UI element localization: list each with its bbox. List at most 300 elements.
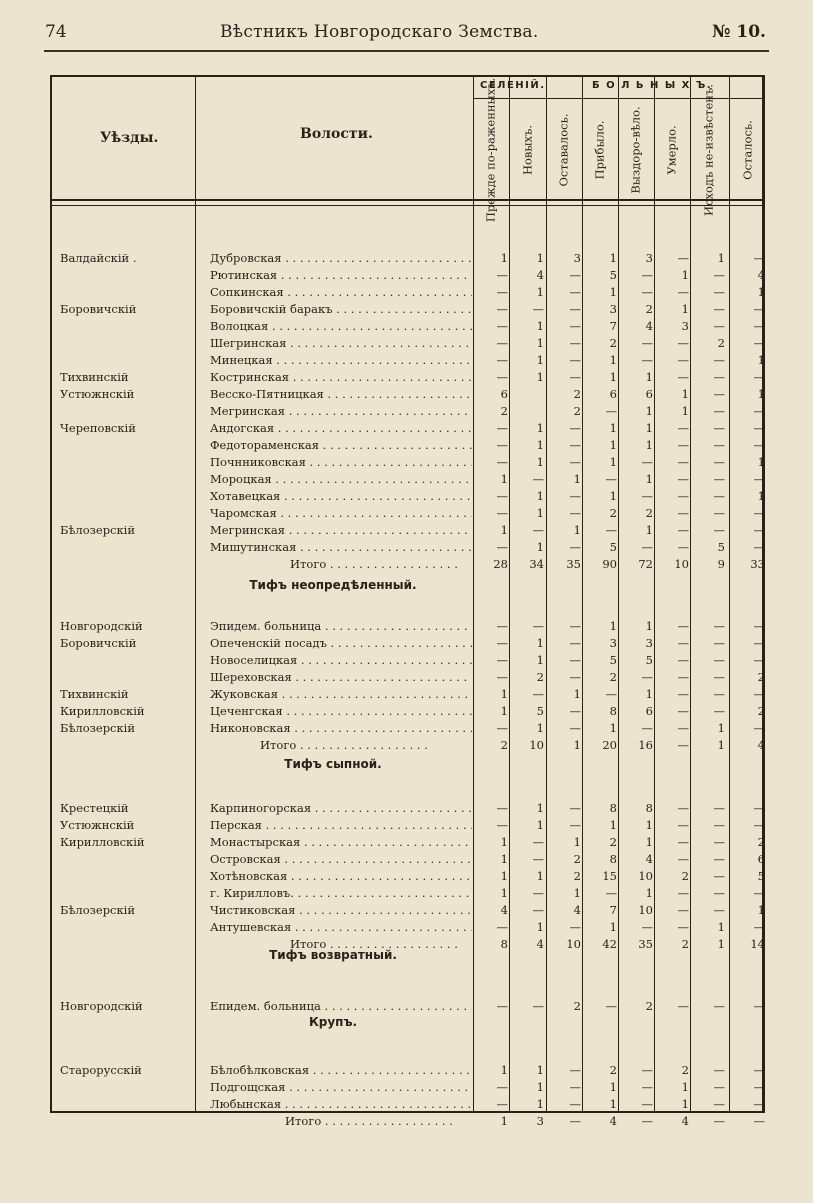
- cell-value: —: [753, 506, 765, 520]
- cell-value: 2: [500, 404, 508, 418]
- cell-value: —: [641, 1080, 653, 1094]
- cell-value: —: [713, 268, 725, 282]
- cell-value: 1: [645, 370, 653, 384]
- cell-value: —: [605, 999, 617, 1013]
- cell-value: 4: [573, 903, 581, 917]
- volost-name: Хотѣновская . . .: [210, 868, 472, 884]
- table-row: [0, 885, 813, 901]
- volosti-header: Волости.: [300, 126, 373, 142]
- cell-value: —: [753, 653, 765, 667]
- cell-value: —: [753, 472, 765, 486]
- table-row: [0, 318, 813, 334]
- cell-value: —: [677, 653, 689, 667]
- cell-value: 2: [757, 670, 765, 684]
- cell-value: 1: [536, 319, 544, 333]
- cell-value: —: [753, 1097, 765, 1111]
- volost-name: Весско-Пятницкая . . .: [210, 386, 472, 402]
- table-row: [0, 386, 813, 402]
- cell-value: 1: [717, 721, 725, 735]
- cell-value: —: [569, 421, 581, 435]
- cell-value: —: [569, 489, 581, 503]
- cell-value: —: [753, 1114, 765, 1128]
- volost-name: Жуковская . . .: [210, 686, 472, 702]
- volost-name: Подгощская . . .: [210, 1079, 472, 1095]
- cell-value: —: [753, 370, 765, 384]
- uezd-name: Кирилловскій: [60, 835, 145, 849]
- uezd-name: Тихвинскій: [60, 687, 129, 701]
- cell-value: 1: [609, 370, 617, 384]
- cell-value: 1: [536, 438, 544, 452]
- cell-value: 4: [609, 1114, 617, 1128]
- cell-value: 1: [717, 738, 725, 752]
- cell-value: —: [753, 319, 765, 333]
- table-row: [0, 800, 813, 816]
- cell-value: —: [496, 353, 508, 367]
- table-row: [0, 703, 813, 719]
- table-row: [0, 652, 813, 668]
- col-header-ostavalos: Оставалось.: [556, 113, 571, 187]
- cell-value: —: [641, 1097, 653, 1111]
- cell-value: 1: [681, 268, 689, 282]
- cell-value: —: [713, 523, 725, 537]
- cell-value: 5: [717, 540, 725, 554]
- cell-value: 8: [609, 704, 617, 718]
- table-row: [0, 454, 813, 470]
- cell-value: —: [496, 636, 508, 650]
- cell-value: —: [713, 472, 725, 486]
- cell-value: —: [677, 687, 689, 701]
- cell-value: 2: [609, 506, 617, 520]
- cell-value: —: [677, 336, 689, 350]
- volost-name: Мегринская . . .: [210, 522, 472, 538]
- cell-value: —: [713, 999, 725, 1013]
- cell-value: 1: [645, 886, 653, 900]
- cell-value: 1: [536, 1063, 544, 1077]
- cell-value: —: [713, 421, 725, 435]
- cell-value: 1: [536, 818, 544, 832]
- cell-value: —: [713, 302, 725, 316]
- cell-value: 34: [529, 557, 544, 571]
- cell-value: 1: [645, 687, 653, 701]
- cell-value: —: [532, 302, 544, 316]
- cell-value: —: [713, 704, 725, 718]
- cell-value: 1: [500, 886, 508, 900]
- cell-value: —: [641, 285, 653, 299]
- cell-value: 1: [573, 886, 581, 900]
- cell-value: —: [753, 619, 765, 633]
- cell-value: —: [713, 438, 725, 452]
- cell-value: —: [496, 506, 508, 520]
- col-header-novykh: Новыхъ.: [520, 124, 535, 176]
- cell-value: 1: [645, 619, 653, 633]
- uezd-name: Бѣлозерскій: [60, 523, 136, 537]
- cell-value: 2: [573, 852, 581, 866]
- cell-value: 1: [681, 302, 689, 316]
- cell-value: 1: [500, 1114, 508, 1128]
- volost-name: Никоновская . . .: [210, 720, 472, 736]
- cell-value: —: [753, 999, 765, 1013]
- cell-value: —: [713, 1097, 725, 1111]
- total-row: [0, 556, 813, 572]
- cell-value: —: [496, 455, 508, 469]
- total-label: Итого . . .: [285, 1113, 465, 1129]
- cell-value: 2: [609, 835, 617, 849]
- cell-value: 6: [500, 387, 508, 401]
- cell-value: —: [569, 619, 581, 633]
- cell-value: 1: [536, 653, 544, 667]
- cell-value: —: [677, 353, 689, 367]
- cell-value: 1: [717, 920, 725, 934]
- cell-value: —: [713, 370, 725, 384]
- cell-value: 1: [757, 387, 765, 401]
- cell-value: —: [641, 1114, 653, 1128]
- cell-value: —: [677, 438, 689, 452]
- cell-value: —: [605, 472, 617, 486]
- volost-name: Опеченскій посадъ . . .: [210, 635, 472, 651]
- cell-value: 2: [757, 835, 765, 849]
- table-row: [0, 420, 813, 436]
- cell-value: 1: [717, 937, 725, 951]
- cell-value: —: [677, 540, 689, 554]
- cell-value: —: [569, 920, 581, 934]
- cell-value: 5: [757, 869, 765, 883]
- column-divider: [690, 75, 691, 1113]
- cell-value: 72: [638, 557, 653, 571]
- cell-value: —: [677, 738, 689, 752]
- cell-value: —: [496, 370, 508, 384]
- cell-value: 1: [536, 489, 544, 503]
- section-title-typhus-exanthematic: Тифъ сыпной.: [284, 757, 382, 771]
- uezd-name: Тихвинскій: [60, 370, 129, 384]
- column-divider: [546, 75, 547, 1113]
- cell-value: —: [713, 1114, 725, 1128]
- cell-value: 1: [536, 636, 544, 650]
- cell-value: 1: [645, 404, 653, 418]
- cell-value: 35: [566, 557, 581, 571]
- table-row: [0, 301, 813, 317]
- cell-value: —: [496, 818, 508, 832]
- cell-value: —: [753, 801, 765, 815]
- volost-name: Мегринская . . .: [210, 403, 472, 419]
- cell-value: —: [641, 670, 653, 684]
- cell-value: 4: [757, 268, 765, 282]
- cell-value: 1: [573, 687, 581, 701]
- total-row: [0, 1113, 813, 1129]
- cell-value: —: [496, 285, 508, 299]
- cell-value: —: [605, 687, 617, 701]
- cell-value: 1: [573, 472, 581, 486]
- cell-value: 1: [757, 353, 765, 367]
- column-divider: [582, 75, 583, 1113]
- cell-value: 1: [757, 455, 765, 469]
- column-divider: [654, 75, 655, 1113]
- volost-name: Хотавецкая . . .: [210, 488, 472, 504]
- cell-value: 1: [500, 869, 508, 883]
- cell-value: —: [569, 818, 581, 832]
- cell-value: —: [677, 852, 689, 866]
- cell-value: 1: [609, 421, 617, 435]
- cell-value: 2: [536, 670, 544, 684]
- cell-value: 5: [609, 268, 617, 282]
- cell-value: 1: [681, 404, 689, 418]
- cell-value: —: [569, 721, 581, 735]
- cell-value: —: [713, 818, 725, 832]
- cell-value: —: [569, 1097, 581, 1111]
- cell-value: —: [753, 302, 765, 316]
- volost-name: Костринская . . .: [210, 369, 472, 385]
- cell-value: 2: [573, 869, 581, 883]
- cell-value: —: [569, 506, 581, 520]
- cell-value: 1: [609, 285, 617, 299]
- cell-value: —: [677, 801, 689, 815]
- cell-value: —: [569, 636, 581, 650]
- volost-name: Волоцкая . . .: [210, 318, 472, 334]
- cell-value: 1: [757, 903, 765, 917]
- cell-value: —: [496, 721, 508, 735]
- table-row: [0, 539, 813, 555]
- cell-value: 3: [609, 636, 617, 650]
- cell-value: 10: [566, 937, 581, 951]
- section-title-typhus-relapsing: Тифъ возвратный.: [269, 948, 397, 962]
- cell-value: 2: [681, 937, 689, 951]
- cell-value: —: [569, 370, 581, 384]
- uezd-name: Устюжнскій: [60, 818, 135, 832]
- cell-value: 1: [609, 489, 617, 503]
- uezd-name: Новгородскій: [60, 999, 143, 1013]
- uezd-name: Старорусскій: [60, 1063, 142, 1077]
- total-row: [0, 737, 813, 753]
- cell-value: —: [677, 523, 689, 537]
- cell-value: 4: [500, 903, 508, 917]
- table-row: [0, 505, 813, 521]
- cell-value: 1: [500, 852, 508, 866]
- volost-name: Карпиногорская . . .: [210, 800, 472, 816]
- cell-value: 6: [609, 387, 617, 401]
- cell-value: 7: [609, 903, 617, 917]
- cell-value: 1: [536, 353, 544, 367]
- cell-value: —: [569, 438, 581, 452]
- cell-value: —: [677, 920, 689, 934]
- cell-value: —: [569, 1063, 581, 1077]
- cell-value: 1: [536, 721, 544, 735]
- cell-value: —: [713, 619, 725, 633]
- cell-value: —: [605, 523, 617, 537]
- cell-value: —: [677, 670, 689, 684]
- cell-value: —: [496, 489, 508, 503]
- cell-value: —: [641, 721, 653, 735]
- cell-value: —: [496, 1080, 508, 1094]
- cell-value: 6: [645, 704, 653, 718]
- cell-value: 1: [645, 523, 653, 537]
- cell-value: 3: [573, 251, 581, 265]
- cell-value: —: [753, 251, 765, 265]
- uezd-name: Крестецкій: [60, 801, 129, 815]
- cell-value: —: [496, 801, 508, 815]
- cell-value: 6: [645, 387, 653, 401]
- cell-value: —: [496, 670, 508, 684]
- header-bottom-rule: [51, 199, 765, 201]
- table-row: [0, 868, 813, 884]
- volost-name: Федотораменская . . .: [210, 437, 472, 453]
- cell-value: 15: [602, 869, 617, 883]
- cell-value: 10: [674, 557, 689, 571]
- column-divider: [473, 75, 474, 1113]
- cell-value: —: [713, 835, 725, 849]
- cell-value: —: [569, 353, 581, 367]
- cell-value: 1: [536, 1097, 544, 1111]
- cell-value: 14: [750, 937, 765, 951]
- cell-value: 1: [717, 251, 725, 265]
- cell-value: —: [569, 268, 581, 282]
- cell-value: 1: [757, 489, 765, 503]
- cell-value: 1: [645, 438, 653, 452]
- volost-name: г. Кирилловъ. . . .: [210, 885, 472, 901]
- cell-value: —: [641, 920, 653, 934]
- cell-value: 10: [638, 903, 653, 917]
- cell-value: 3: [536, 1114, 544, 1128]
- cell-value: —: [677, 721, 689, 735]
- volost-name: Перская . . .: [210, 817, 472, 833]
- cell-value: 1: [609, 920, 617, 934]
- cell-value: 1: [757, 285, 765, 299]
- cell-value: —: [753, 721, 765, 735]
- volost-name: Шегринская . . .: [210, 335, 472, 351]
- cell-value: 1: [609, 353, 617, 367]
- cell-value: —: [713, 387, 725, 401]
- table-row: [0, 437, 813, 453]
- cell-value: 35: [638, 937, 653, 951]
- col-header-pribylo: Прибыло.: [592, 120, 607, 180]
- cell-value: 1: [645, 421, 653, 435]
- cell-value: 1: [536, 370, 544, 384]
- cell-value: —: [496, 438, 508, 452]
- table-row: [0, 851, 813, 867]
- bolnykh-group-header: Б О Л Ь Н Ы Х Ъ.: [592, 80, 713, 91]
- cell-value: —: [532, 903, 544, 917]
- table-row: [0, 488, 813, 504]
- cell-value: —: [753, 336, 765, 350]
- cell-value: —: [569, 336, 581, 350]
- cell-value: 1: [536, 421, 544, 435]
- cell-value: —: [532, 999, 544, 1013]
- table-row: [0, 834, 813, 850]
- table-row: [0, 403, 813, 419]
- cell-value: —: [753, 540, 765, 554]
- cell-value: —: [496, 540, 508, 554]
- volost-name: Мишутинская . . .: [210, 539, 472, 555]
- table-row: [0, 1079, 813, 1095]
- cell-value: 1: [500, 472, 508, 486]
- volost-name: Минецкая . . .: [210, 352, 472, 368]
- cell-value: —: [569, 1114, 581, 1128]
- col-header-ostalos: Осталось.: [740, 120, 755, 180]
- cell-value: —: [641, 489, 653, 503]
- cell-value: 1: [536, 540, 544, 554]
- cell-value: —: [496, 336, 508, 350]
- col-header-vyzdorovelo: Выздоро-вѣло.: [628, 106, 643, 194]
- cell-value: 1: [500, 687, 508, 701]
- uezd-name: Боровичскій: [60, 302, 137, 316]
- cell-value: —: [496, 653, 508, 667]
- cell-value: —: [569, 285, 581, 299]
- cell-value: 3: [645, 636, 653, 650]
- table-row: [0, 1062, 813, 1078]
- cell-value: 2: [609, 1063, 617, 1077]
- cell-value: —: [753, 523, 765, 537]
- cell-value: 1: [536, 251, 544, 265]
- cell-value: 1: [609, 438, 617, 452]
- cell-value: —: [753, 636, 765, 650]
- cell-value: 3: [645, 251, 653, 265]
- cell-value: 7: [609, 319, 617, 333]
- table-row: [0, 720, 813, 736]
- cell-value: —: [532, 523, 544, 537]
- cell-value: —: [641, 455, 653, 469]
- cell-value: —: [677, 886, 689, 900]
- cell-value: 1: [500, 835, 508, 849]
- volost-name: Епидем. больница . . .: [210, 998, 472, 1014]
- table-row: [0, 352, 813, 368]
- cell-value: —: [753, 920, 765, 934]
- cell-value: 1: [500, 704, 508, 718]
- cell-value: 1: [609, 818, 617, 832]
- cell-value: 1: [536, 920, 544, 934]
- cell-value: —: [677, 835, 689, 849]
- cell-value: —: [532, 619, 544, 633]
- table-row: [0, 1096, 813, 1112]
- total-label: Итого . . .: [290, 556, 470, 572]
- total-label: Итого . . .: [290, 936, 470, 952]
- col-header-iskhod: Исходъ не-извѣстенъ.: [701, 84, 716, 216]
- table-row: [0, 250, 813, 266]
- cell-value: —: [677, 489, 689, 503]
- cell-value: 2: [573, 387, 581, 401]
- cell-value: —: [677, 704, 689, 718]
- volost-name: Боровичскій баракъ . . .: [210, 301, 472, 317]
- cell-value: —: [496, 319, 508, 333]
- cell-value: —: [753, 1080, 765, 1094]
- cell-value: —: [713, 687, 725, 701]
- total-row: [0, 936, 813, 952]
- header-bottom-rule: [51, 205, 765, 206]
- cell-value: —: [677, 455, 689, 469]
- cell-value: 5: [609, 540, 617, 554]
- cell-value: —: [569, 540, 581, 554]
- cell-value: 4: [681, 1114, 689, 1128]
- table-row: [0, 522, 813, 538]
- cell-value: 1: [573, 523, 581, 537]
- cell-value: 1: [645, 472, 653, 486]
- cell-value: 2: [573, 404, 581, 418]
- cell-value: 8: [609, 801, 617, 815]
- cell-value: 1: [645, 835, 653, 849]
- cell-value: —: [677, 285, 689, 299]
- uezd-name: Устюжнскій: [60, 387, 135, 401]
- cell-value: —: [605, 886, 617, 900]
- uezd-name: Бѣлозерскій: [60, 903, 136, 917]
- cell-value: —: [713, 319, 725, 333]
- table-row: [0, 284, 813, 300]
- cell-value: 20: [602, 738, 617, 752]
- cell-value: —: [713, 506, 725, 520]
- cell-value: 8: [645, 801, 653, 815]
- header-rule: [44, 50, 769, 52]
- volost-name: Дубровская . . .: [210, 250, 472, 266]
- volost-name: Любынская . . .: [210, 1096, 472, 1112]
- cell-value: —: [753, 1063, 765, 1077]
- cell-value: 2: [757, 704, 765, 718]
- table-row: [0, 335, 813, 351]
